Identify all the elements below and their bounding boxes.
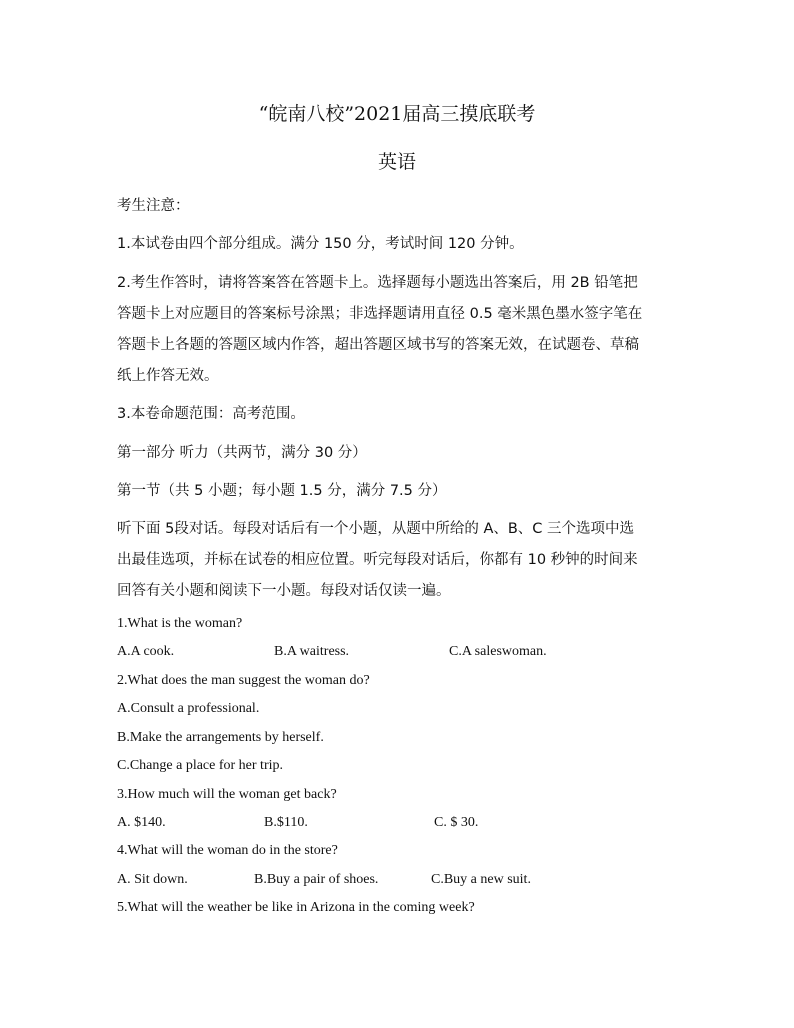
question-2-option-b: B.Make the arrangements by herself. xyxy=(117,730,324,745)
question-2-option-a: A.Consult a professional. xyxy=(117,701,260,716)
question-1-option-b: B.A waitress. xyxy=(274,644,350,659)
question-4-option-b: B.Buy a pair of shoes. xyxy=(254,872,379,887)
question-3-stem: 3.How much will the woman get back? xyxy=(117,787,337,802)
instructions-line-3: 回答有关小题和阅读下一小题。每段对话仅读一遍。 xyxy=(117,583,451,599)
notice-item-3: 3.本卷命题范围：高考范围。 xyxy=(117,406,305,422)
section1-heading: 第一节（共 5 小题；每小题 1.5 分，满分 7.5 分） xyxy=(117,483,447,499)
question-3-option-c: C. $ 30. xyxy=(434,815,479,830)
question-3-option-b: B.$110. xyxy=(264,815,308,830)
notice-item-1: 1.本试卷由四个部分组成。满分 150 分，考试时间 120 分钟。 xyxy=(117,236,524,252)
notice-heading: 考生注意： xyxy=(117,198,190,214)
question-2-stem: 2.What does the man suggest the woman do? xyxy=(117,673,370,688)
question-5-stem: 5.What will the weather be like in Arizona in the coming week? xyxy=(117,900,475,915)
question-1-option-c: C.A saleswoman. xyxy=(449,644,547,659)
question-1-option-a: A.A cook. xyxy=(117,644,175,659)
instructions-line-2: 出最佳选项，并标在试卷的相应位置。听完每段对话后，你都有 10 秒钟的时间来 xyxy=(117,552,638,568)
notice-item-2-line-4: 纸上作答无效。 xyxy=(117,368,219,384)
notice-item-2-line-3: 答题卡上各题的答题区域内作答，超出答题区域书写的答案无效，在试题卷、草稿 xyxy=(117,337,639,353)
question-4-stem: 4.What will the woman do in the store? xyxy=(117,843,338,858)
question-3-option-a: A. $140. xyxy=(117,815,166,830)
subject-title: 英语 xyxy=(377,151,416,173)
question-1-stem: 1.What is the woman? xyxy=(117,616,243,631)
exam-title: “皖南八校”2021届高三摸底联考 xyxy=(258,103,536,125)
notice-item-2-line-2: 答题卡上对应题目的答案标号涂黑；非选择题请用直径 0.5 毫米黑色墨水签字笔在 xyxy=(117,306,643,322)
question-4-option-a: A. Sit down. xyxy=(117,872,188,887)
part1-heading: 第一部分 听力（共两节，满分 30 分） xyxy=(117,445,367,461)
instructions-line-1: 听下面 5段对话。每段对话后有一个小题，从题中所给的 A、B、C 三个选项中选 xyxy=(117,521,635,537)
notice-item-2-line-1: 2.考生作答时，请将答案答在答题卡上。选择题每小题选出答案后，用 2B 铅笔把 xyxy=(117,275,638,291)
question-4-option-c: C.Buy a new suit. xyxy=(431,872,531,887)
question-2-option-c: C.Change a place for her trip. xyxy=(117,758,283,773)
